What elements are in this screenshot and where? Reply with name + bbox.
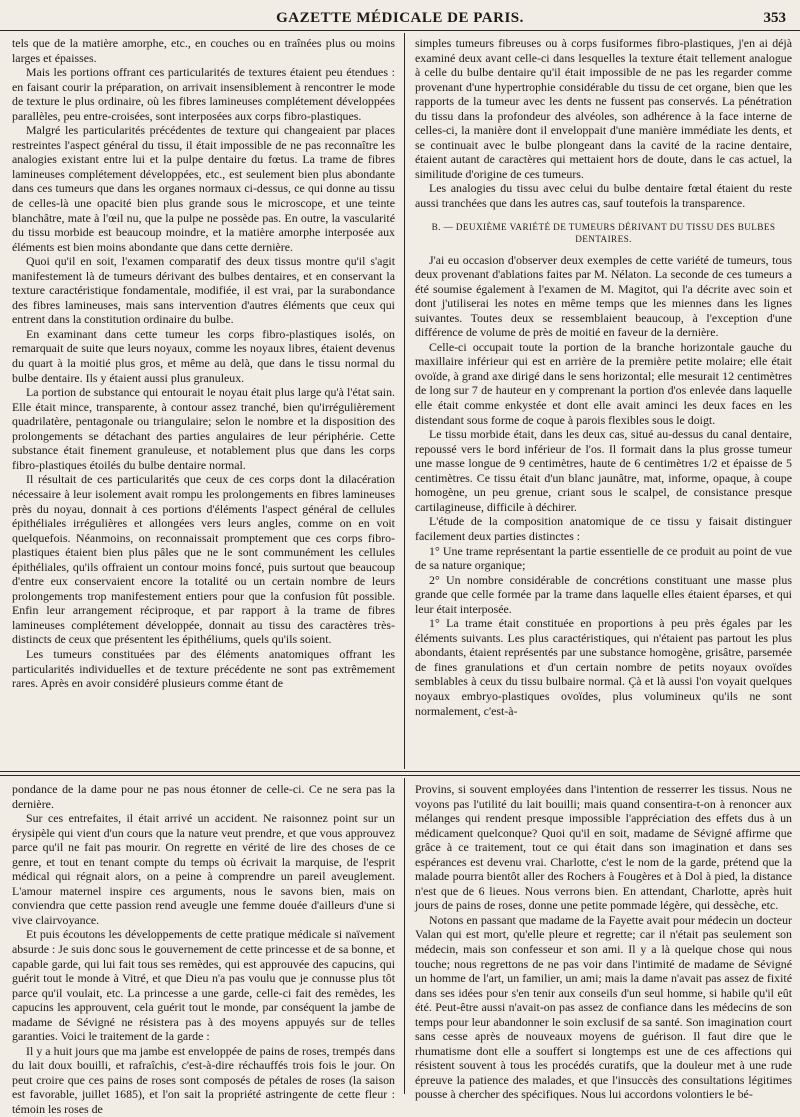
paragraph: Et puis écoutons les développements de cette pratique médicale si naïvement absurde : Je suis donc sous le gouvernement de cette princesse et de sa bonne, et capable garde, qui lui fait tous ses remèdes, qui est approuvée des capucins, qui guérit tout le monde à Vitré, et que Dieu n'a pas voulu que je connusse plus tôt parce qu'il voulait, etc. La princesse a une garde, celle-ci fait des remèdes, les capucins les approuvent, cela guérit tout le monde, par conséquent la jambe de madame de Sévigné ne résistera pas à des moyens appuyés sur de telles garanties. Voici le traitement de la garde : xyxy=(12,927,395,1044)
paragraph: Le tissu morbide était, dans les deux cas, situé au-dessus du canal dentaire, repoussé vers le bord inférieur de l'os. Il formait dans la plus grosse tumeur une masse longue de 9 centimètres, haute de 6 centimètres 1/2 et épaisse de 5 centimètres. Ce tissu était d'un blanc jaunâtre, mat, informe, opaque, à coupe homogène, un peu grenue, criant sous le scalpel, de consistance presque cartilagineuse, difficile à déchirer. xyxy=(415,427,792,514)
paragraph: L'étude de la composition anatomique de ce tissu y faisait distinguer facilement deux parties distinctes : xyxy=(415,514,792,543)
paragraph: tels que de la matière amorphe, etc., en couches ou en traînées plus ou moins larges et épaisses. xyxy=(12,36,395,65)
page-header xyxy=(0,6,800,32)
paragraph: Les analogies du tissu avec celui du bulbe dentaire fœtal étaient du reste aussi tranchées que dans les autres cas, sauf toutefois la transparence. xyxy=(415,181,792,211)
paragraph: La portion de substance qui entourait le noyau était plus large qu'à l'état sain. Elle était mince, transparente, à contour assez tranché, bien qu'irrégulièrement quadrilatère, pentagonale ou triangulaire; selon le nombre et la disposition des prolongements se détachant des parties angulaires de leur périphérie. Cette substance était finement granuleuse, et notablement plus que dans les corps fibro-plastiques étoilés du bulbe dentaire normal. xyxy=(12,385,395,472)
paragraph: J'ai eu occasion d'observer deux exemples de cette variété de tumeurs, tous deux provenant d'ablations faites par M. Nélaton. La seconde de ces tumeurs a été soumise également à l'examen de M. Magitot, qui l'a décrite avec soin et dont j'utiliserai les notes en même temps que les miennes dans les lignes suivantes. Toutes deux se ressemblaient beaucoup, à l'exception d'une différence de volume de près de moitié en faveur de la dernière. xyxy=(415,252,792,340)
paragraph: Il résultait de ces particularités que ceux de ces corps dont la dilacération nécessaire à leur isolement avait rompu les prolongements en fibres lamineuses près du noyau, donnait à ces portions d'éléments l'aspect général de cellules épithéliales irrégulières et allongées vers leurs angles, comme on en voit quelquefois. Néanmoins, on reconnaissait promptement que ces corps fibro-plastiques étaient bien plus pâles que ne le sont communément les cellules épithéliales, qu'ils offraient un contour moins foncé, puis surtout que beaucoup d'entre eux conservaient encore la totalité ou un certain nombre de leurs prolongements trop manifestement entiers pour que la confusion fût possible. Enfin leur arrangement réciproque, et par rapport à la trame de fibres lamineuses complétement développée, donnait au tissu des caractères très-distincts de ceux que présentent les épithéliums, quels qu'ils soient. xyxy=(12,472,395,647)
paragraph: Sur ces entrefaites, il était arrivé un accident. Ne raisonnez point sur un érysipèle qui vient d'un cours que la nature veut prendre, et que vous approuvez parce qu'il ne fait pas mourir. On regrette en vérité de lire des choses de ce genre, et tout en tenant compte du temps où écrivait la marquise, de l'esprit médical qui régnait alors, on a peine à comprendre un pareil aveuglement. L'amour maternel inspire ces arguments, nous le savons bien, mais on conviendra que cette passion rend aveugle une femme douée d'ailleurs d'une si vive clairvoyance. xyxy=(12,811,395,927)
lower-right-column xyxy=(415,782,792,1102)
feuilleton-rule xyxy=(0,771,800,772)
paragraph: pondance de la dame pour ne pas nous étonner de celle-ci. Ce ne sera pas la dernière. xyxy=(12,782,395,811)
upper-left-column xyxy=(12,36,395,766)
paragraph: En examinant dans cette tumeur les corps fibro-plastiques isolés, on remarquait de suite que leurs noyaux, comme les noyaux libres, étaient devenus du quart à la moitié plus gros, et même au delà, que dans le tissu normal du bulbe dentaire. Ils y étaient aussi plus granuleux. xyxy=(12,326,395,385)
feuilleton-rule-inner xyxy=(0,775,800,776)
paragraph: Notons en passant que madame de la Fayette avait pour médecin un docteur Valan qui est mort, qu'elle pleure et regrette; car il n'était pas seulement son médecin, mais son confesseur et son ami. Il y a là quelque chose qui nous touche; nous regrettons de ne pas voir dans l'intimité de madame de Sévigné un homme de l'art, un familier, un ami; mais la dame n'avait pas assez de fixité dans ses idées pour s'en tenir aux conseils d'un seul homme, si habile qu'il eût été. Peut-être aussi n'avait-on pas assez de confiance dans les médecins de son temps pour leur abandonner le soin exclusif de sa santé. Son imagination court sans cesse après de nouveaux moyens de guérison. Il faut dire que le rhumatisme dont elle a souffert si longtemps est une de ces affections qui résistent souvent à tous les procédés curatifs, que la douleur met à une rude épreuve la patience des malades, et que l'insuccès des consultations légitimes pousse à chercher des spécifiques. Nous lui accordons volontiers le bé- xyxy=(415,912,792,1102)
paragraph: Malgré les particularités précédentes de texture qui changeaient par places restreintes l'aspect général du tissu, il était impossible de ne pas reconnaître les analogies existant entre lui et la pulpe dentaire du fœtus. La trame de fibres lamineuses complétement développées, etc., est seulement bien plus abondante dans ces tumeurs que dans les organes normaux ci-dessus, ce qui donne au tissu de celles-là une opacité bien plus grande sous le microscope, et une teinte blanchâtre, mate à l'œil nu, que la pulpe ne possède pas. En outre, la vascularité du tissu morbide est beaucoup moindre, et la matière amorphe interposée aux éléments est bien moins abondante que dans cette dernière. xyxy=(12,123,395,254)
paragraph: Celle-ci occupait toute la portion de la branche horizontale gauche du maxillaire inférieur qui est en arrière de la première petite molaire; elle était ovoïde, à grand axe dirigé dans le sens horizontal; elle mesurait 12 centimètres de long sur 7 de hauteur en y comprenant la portion d'os enlevée dans laquelle elle était comme enkystée et dont elle avait aminci les deux faces en les distendant sous forme de coque à parois flexibles sous le doigt. xyxy=(415,339,792,427)
paragraph: Provins, si souvent employées dans l'intention de resserrer les tissus. Nous ne voyons pas l'utilité du lait bouilli; mais quand consentira-t-on à renoncer aux mélanges qui rendent presque impossible l'appréciation des effets dus à un médicament quelconque? Quoi qu'il en soit, madame de Sévigné affirme que grâce à ce traitement, tout ce qui était dans son imagination et dans ses espérances est devenu vrai. Charlotte, c'est le nom de la garde, prétend que la malade pourra bientôt aller des Rochers à Fougères et à Dol à pied, la distance n'est que de 6 lieues. Nous verrons bien. En attendant, Charlotte, après huit jours de pains de roses, donne une petite pommade légère, qui dessèche, etc. xyxy=(415,782,792,913)
header-rule xyxy=(0,30,800,31)
section-heading: B. — DEUXIÈME VARIÉTÉ DE TUMEURS DÉRIVANT DU TISSU DES BULBES DENTAIRES. xyxy=(431,221,776,244)
lower-column-divider xyxy=(404,778,405,1094)
paragraph: 1° La trame était constituée en proportions à peu près égales par les éléments suivants. Les plus caractéristiques, qui n'étaient pas partout les plus abondants, étaient représentés par une substance homogène, grisâtre, parsemée de fines granulations et d'un certain nombre de petits noyaux ovoïdes semblables à ceux du tissu bulbaire normal. Çà et là aussi l'on voyait quelques noyaux embryo-plastiques ovoïdes, plus volumineux qu'ils ne sont normalement, c'est-à- xyxy=(415,616,792,718)
paragraph: Les tumeurs constituées par des éléments anatomiques offrant les particularités individuelles et de texture précédente ne sont pas extrêmement rares. Après en avoir considéré plusieurs comme étant de xyxy=(12,646,395,691)
paragraph: simples tumeurs fibreuses ou à corps fusiformes fibro-plastiques, j'en ai déjà examiné deux avant celle-ci dans lesquelles la texture était tellement analogue à celle du bulbe dentaire qu'il était impossible de ne pas les regarder comme provenant d'une hypertrophie considérable du tissu de cet organe, bien que les rapports de la tumeur avec les dents ne fussent pas conservés. La pénétration du tissu dans la profondeur des alvéoles, son adhérence à la face interne de celles-ci, la manière dont il enveloppait d'une manière immédiate les dents, et se continuait avec le bulbe plongeant dans la cavité de la racine dentaire, étaient autant de caractères qui mettaient hors de doute, dans le cas actuel, la similitude d'origine de ces tumeurs. xyxy=(415,36,792,181)
paragraph: Il y a huit jours que ma jambe est enveloppée de pains de roses, trempés dans du lait doux bouilli, et rafraîchis, c'est-à-dire réchauffés trois fois le jour. On peut croire que ces pains de roses sont composés de pétales de roses (la saison est favorable, juillet 1685), et l'on sait la propriété astringente de cette fleur : témoin les roses de xyxy=(12,1043,395,1117)
upper-column-divider xyxy=(404,33,405,769)
lower-left-column xyxy=(12,782,395,1117)
page-number: 353 xyxy=(763,10,786,26)
paragraph: 2° Un nombre considérable de concrétions constituant une masse plus grande que celle formée par la trame dans laquelle elles étaient éparses, et qui leur était interposée. xyxy=(415,572,792,616)
upper-right-column xyxy=(415,36,792,766)
paragraph: Mais les portions offrant ces particularités de textures étaient peu étendues : en faisant courir la préparation, on arrivait insensiblement à rencontrer le mode de texture le plus ordinaire, où les fibres lamineuses complétement développées parallèles, peu entre-croisées, sont interposées aux corps fibro-plastiques. xyxy=(12,65,395,123)
paragraph: Quoi qu'il en soit, l'examen comparatif des deux tissus montre qu'il s'agit manifestement là de tumeurs dérivant des bulbes dentaires, et en conservant la texture caractéristique fondamentale, modifiée, il est vrai, par la surabondance des fibres lamineuses, mais sans intervention d'autres éléments que ceux qui entrent dans la constitution ordinaire du bulbe. xyxy=(12,254,395,327)
paragraph: 1° Une trame représentant la partie essentielle de ce produit au point de vue de sa nature organique; xyxy=(415,543,792,573)
journal-title: GAZETTE MÉDICALE DE PARIS. xyxy=(276,10,524,26)
